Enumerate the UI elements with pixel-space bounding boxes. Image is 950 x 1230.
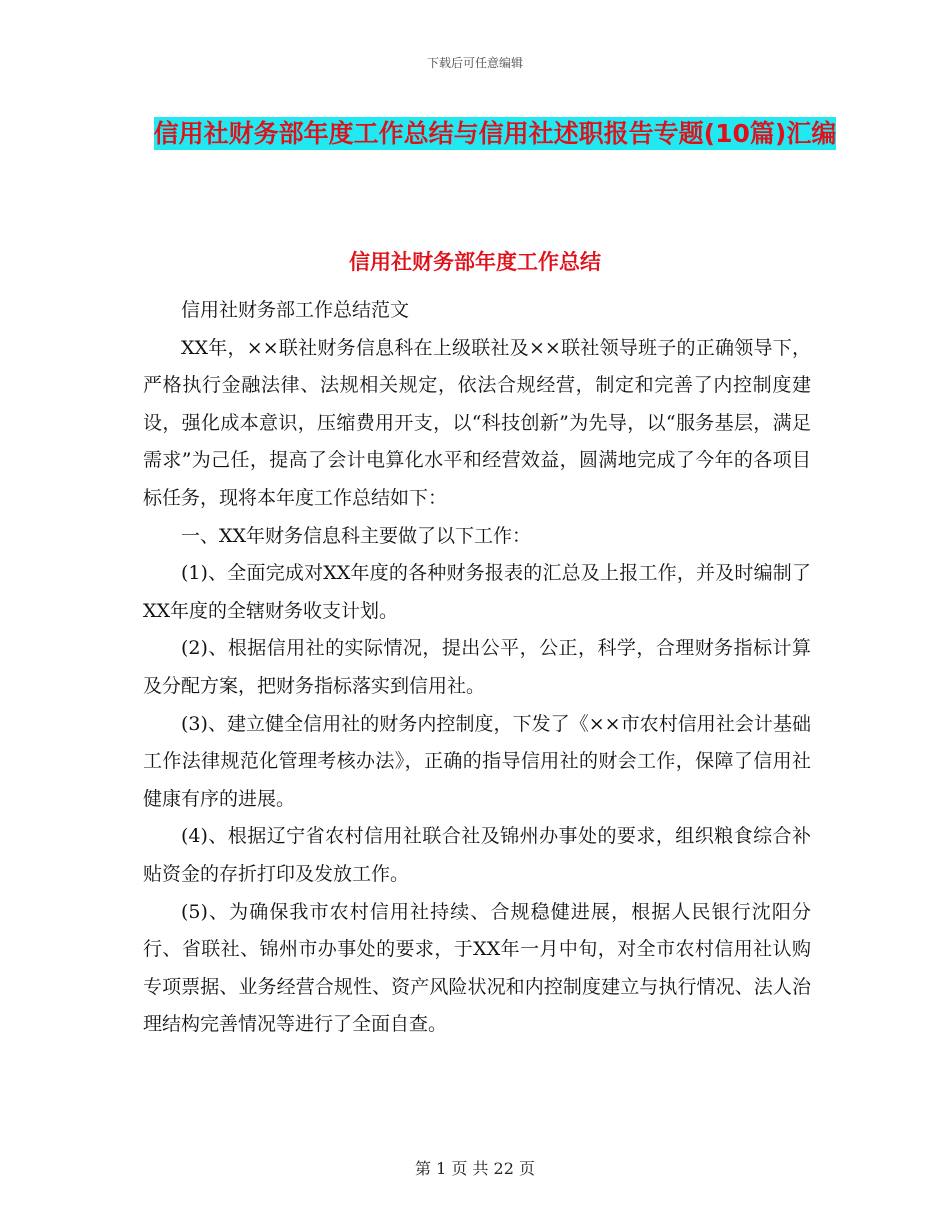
header-note: 下载后可任意编辑 (426, 56, 523, 70)
document-title-text: 信用社财务部年度工作总结与信用社述职报告专题(10篇)汇编 (153, 119, 837, 148)
page-number-footer: 第 1 页 共 22 页 (415, 1159, 535, 1178)
paragraph: (5)、为确保我市农村信用社持续、合规稳健进展，根据人民银行沈阳分行、省联社、锦州市办事处的要求，于XX年一月中旬，对全市农村信用社认购专项票据、业务经营合规性、资产风险状况和内控制度建立与执行情况、法人治理结构完善情况等进行了全面自查。 (143, 900, 811, 1036)
paragraph: 信用社财务部工作总结范文 (181, 299, 410, 321)
paragraph: (1)、全面完成对XX年度的各种财务报表的汇总及上报工作，并及时编制了XX年度的全辖财务收支计划。 (143, 562, 811, 622)
paragraph: 一、XX年财务信息科主要做了以下工作： (181, 524, 532, 547)
paragraph: (4)、根据辽宁省农村信用社联合社及锦州办事处的要求，组织粮食综合补贴资金的存折打印及发放工作。 (143, 825, 811, 885)
section-title: 信用社财务部年度工作总结 (349, 250, 601, 274)
paragraph: XX年，××联社财务信息科在上级联社及××联社领导班子的正确领导下，严格执行金融法律、法规相关规定，依法合规经营，制定和完善了内控制度建设，强化成本意识，压缩费用开支，以“科技创新”为先导，以“服务基层，满足需求”为己任，提高了会计电算化水平和经营效益，圆满地完成了今年的各项目标任务，现将本年度工作总结如下： (143, 336, 811, 509)
document-title (150, 110, 840, 158)
paragraph: (2)、根据信用社的实际情况，提出公平，公正，科学，合理财务指标计算及分配方案，把财务指标落实到信用社。 (143, 637, 811, 697)
body-text (143, 292, 811, 1044)
paragraph: (3)、建立健全信用社的财务内控制度，下发了《××市农村信用社会计基础工作法律规范化管理考核办法》，正确的指导信用社的财会工作，保障了信用社健康有序的进展。 (143, 712, 811, 810)
